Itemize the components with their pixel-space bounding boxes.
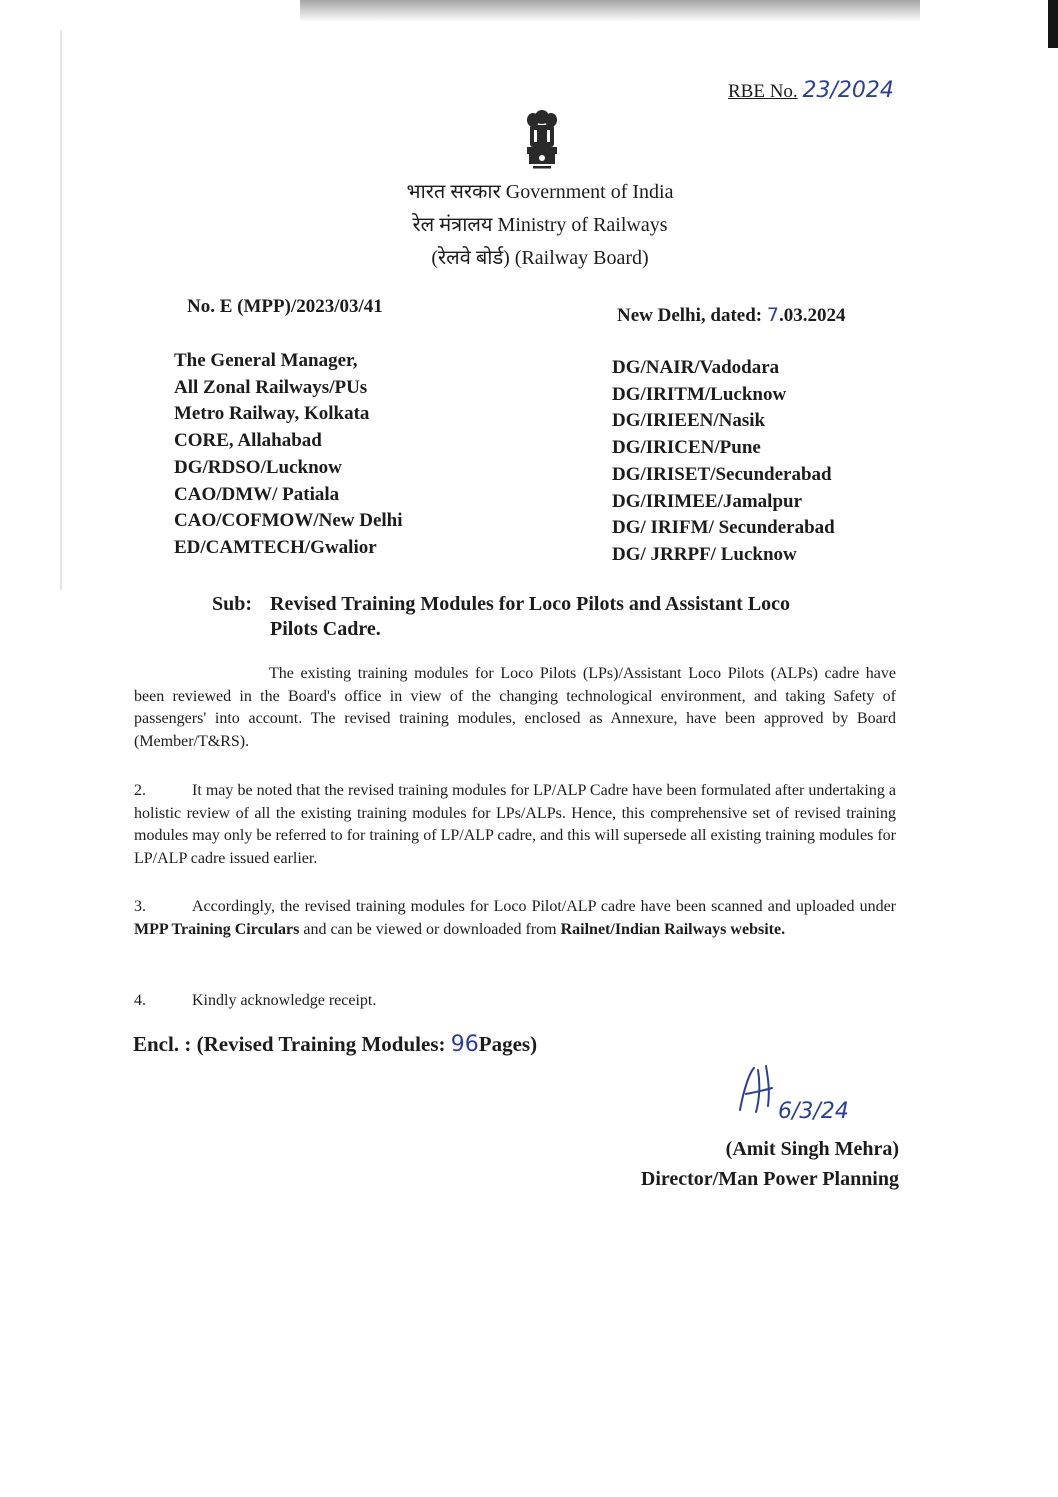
enclosure-suffix: Pages) xyxy=(478,1032,538,1056)
paragraph-text: It may be noted that the revised training modules for LP/ALP Cadre have been formulated after undertaking a holistic review of all the existing training modules for LPs/ALPs. Hence, this comprehensive set of revised training modules may only be referred to for training of LP/ALP cadre, and this will supersede all existing training modules for LP/ALP cadre issued earlier. xyxy=(134,782,896,867)
addressee: ED/CAMTECH/Gwalior xyxy=(174,536,377,558)
paragraph-4 xyxy=(134,990,896,1013)
circulars-reference: MPP Training Circulars xyxy=(134,920,300,938)
addressee: DG/ IRIFM/ Secunderabad xyxy=(612,517,835,539)
signature-initials: 6/3/24 xyxy=(778,1099,849,1124)
paragraph-3 xyxy=(134,896,896,941)
paragraph-number: 2. xyxy=(134,782,146,799)
addressee: DG/IRITM/Lucknow xyxy=(612,383,787,405)
website-reference: Railnet/Indian Railways website. xyxy=(560,920,786,938)
addressee-list-left xyxy=(174,348,403,562)
national-emblem-icon xyxy=(522,108,562,174)
addressee: DG/IRIMEE/Jamalpur xyxy=(612,490,803,512)
addressee: DG/IRISET/Secunderabad xyxy=(612,463,832,485)
date-label: New Delhi, dated: xyxy=(617,305,763,326)
paragraph-text: and can be viewed or downloaded from xyxy=(303,920,557,938)
addressee: DG/IRIEEN/Nasik xyxy=(612,410,766,432)
subject-line xyxy=(212,592,902,642)
enclosure-prefix: Encl. : (Revised Training Modules: xyxy=(133,1032,451,1056)
paragraph-number: 3. xyxy=(134,898,146,915)
rbe-label: RBE No. xyxy=(728,81,798,102)
subject-text-2: Pilots Cadre. xyxy=(270,618,381,640)
scan-edge xyxy=(1048,0,1058,48)
addressee: CAO/COFMOW/New Delhi xyxy=(174,510,403,532)
addressee-list-right xyxy=(612,355,835,569)
paragraph-2 xyxy=(134,780,896,870)
enclosure-note xyxy=(133,1032,537,1057)
date-day: 7 xyxy=(766,304,779,326)
scan-margin-line xyxy=(60,30,62,590)
paragraph-1: The existing training modules for Loco Pilots (LPs)/Assistant Loco Pilots (ALPs) cadre have been reviewed in the Board's office in view of the changing technological environment, and taking Safety of passengers' into account. The revised training modules, enclosed as Annexure, have been approved by Board (Member/T&RS). xyxy=(134,665,896,750)
subject-label: Sub: xyxy=(212,593,253,615)
addressee: Metro Railway, Kolkata xyxy=(174,403,370,425)
header-govt: भारत सरकार Government of India xyxy=(406,181,674,203)
date-rest: .03.2024 xyxy=(778,305,846,326)
addressee: All Zonal Railways/PUs xyxy=(174,376,368,398)
reference-number: No. E (MPP)/2023/03/41 xyxy=(187,296,383,317)
header-ministry: रेल मंत्रालय Ministry of Railways xyxy=(412,214,668,236)
enclosure-pages: 96 xyxy=(450,1032,479,1057)
signatory-name: (Amit Singh Mehra) xyxy=(725,1138,899,1160)
addressee: DG/ JRRPF/ Lucknow xyxy=(612,543,797,565)
addressee: CAO/DMW/ Patiala xyxy=(174,483,340,505)
scan-shadow xyxy=(300,0,920,22)
addressee: DG/RDSO/Lucknow xyxy=(174,456,342,478)
paragraph-text: Accordingly, the revised training modules for Loco Pilot/ALP cadre have been scanned and uploaded under xyxy=(192,898,896,915)
rbe-number xyxy=(728,78,894,103)
issue-date xyxy=(617,304,845,327)
paragraph-text: Kindly acknowledge receipt. xyxy=(192,992,377,1009)
addressee: The General Manager, xyxy=(174,350,358,371)
subject-text-1: Revised Training Modules for Loco Pilots and Assistant Loco xyxy=(270,593,791,615)
ministry-header xyxy=(330,176,750,275)
signatory-designation: Director/Man Power Planning xyxy=(640,1168,899,1190)
signatory-block xyxy=(604,1134,899,1194)
header-board: (रेलवे बोर्ड) (Railway Board) xyxy=(431,247,649,269)
addressee: DG/IRICEN/Pune xyxy=(612,437,761,459)
addressee: DG/NAIR/Vadodara xyxy=(612,357,780,378)
handwritten-signature xyxy=(726,1058,876,1132)
paragraph-number: 4. xyxy=(134,992,146,1009)
rbe-handwritten-number: 23/2024 xyxy=(802,78,894,103)
addressee: CORE, Allahabad xyxy=(174,430,322,452)
